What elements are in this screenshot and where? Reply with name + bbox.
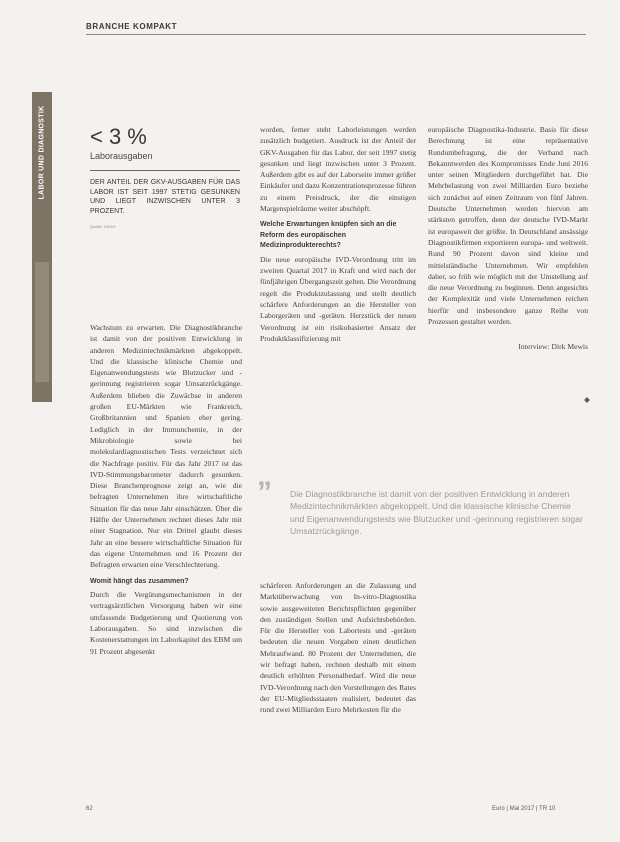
end-mark (584, 397, 590, 403)
interview-credit: Interview: Dirk Mewis (518, 342, 588, 352)
quote-mark-icon: ” (257, 476, 272, 509)
stat-source: Quelle: VDGH (90, 223, 116, 229)
category-sidebar (32, 92, 52, 402)
sidebar-decoration (35, 262, 49, 382)
stat-value: < 3 % (90, 124, 147, 149)
column-4 (260, 580, 416, 716)
sidebar-label: LABOR UND DIAGNOSTIK (38, 105, 46, 199)
stat-box (90, 125, 240, 232)
stat-label: Laborausgaben (90, 151, 153, 161)
column-2-paragraph-2: Die neue europäische IVD-Verordnung tritt im zweiten Quartal 2017 in Kraft und wird nach der fünfjährigen Übergangszeit gelten. Die Verordnung regelt die Produktzulassung und stellt deutlich schärfere Anforderungen an die Hersteller von Laborgeräten und -geräten. Herzstück der neuen Verordnung ist ein risikobasierter Ansatz der Produktklassifizierung mit (260, 254, 416, 343)
section-header (86, 16, 586, 35)
section-title: BRANCHE KOMPAKT (86, 22, 178, 31)
stat-divider (90, 170, 240, 171)
column-2 (260, 124, 416, 344)
column-2-subheading: Welche Erwartungen knüpfen sich an die Reform des europäischen Medizinprodukterechts? (260, 221, 397, 250)
sidebar-label-box (32, 92, 52, 212)
column-4-paragraph-1: schärferen Anforderungen an die Zulassung und Marktüberwachung von In-vitro-Diagnostika sowie ausgeweiteten Berichtspflichten gegenüber den zuständigen Stellen und Aufsichtsbehörden. Für die Hersteller von Labortests und -geräten bedeuten die neuen Vorgaben einen deutlichen Mehraufwand. 80 Prozent der Unternehmen, die wir befragt haben, rechnen deshalb mit einem deutlich erhöhten Personalbedarf. Wird die neue IVD-Verordnung nach den Vorstellungen des Rates der EU-Mitgliedsstaaten realisiert, bedeutet das rund zwei Milliarden Euro Mehrkosten für die (260, 581, 416, 715)
column-2-paragraph-1: worden, ferner steht Laborleistungen werden zusätzlich budgetiert. Ausdruck ist der Anteil der GKV-Ausgaben für das Labor, der seit 1997 stetig gesunken und liegt inzwischen unter 3 Prozent. Außerdem gibt es auf der Laborseite immer größer Einkäufer und dazu Konzentrationsprozesse führen zu einem Preisdruck, der die einstigen Margenspielräume weiter abschöpft. (260, 125, 416, 214)
column-1-paragraph-2: Durch die Vergütungsmechanismen in der vertragsärztlichen Versorgung haben wir eine umfassende Budgetierung und Quotierung von Laborausgaben. So sind inzwischen die Kostenerstattungen im Laborkapitel des EBM um 91 Prozent abgesenkt (90, 590, 242, 656)
stat-statement: DER ANTEIL DER GKV-AUSGABEN FÜR DAS LABOR IST SEIT 1997 STETIG GESUNKEN UND LIEGT INZWISCHEN UNTER 3 PROZENT. (90, 179, 240, 216)
page-number: 62 (86, 806, 93, 812)
column-3-paragraph-1: europäische Diagnostika-Industrie. Basis für diese Berechnung ist eine repräsentative Rundumbefragung, die der Verband nach Bekanntwerden des Kompromisses Ende Juni 2016 unter seinen Mitgliedern durchgeführt hat. Die Mehrbelastung von zwei Milliarden Euro beziehe sich zunächst auf einen Zeitraum von fünf Jahren. Deutsche Unternehmen werden hiervon am stärksten getroffen, denn der deutsche IVD-Markt ist europaweit der größte. In Deutschland ansässige Diagnostikfirmen exportieren europa- und weltweit. Rund 90 Prozent davon sind kleine und mittelständische Unternehmen. Wir empfehlen daher, so früh wie möglich mit der Umstellung auf die neue Verordnung zu beginnen. Denn angesichts der Komplexität und viele Unternehmen reichen hierfür und insbesondere ganze Reihe von Prozessen gestaltet werden. (428, 125, 588, 327)
column-1 (90, 322, 242, 657)
issue-info: Euro | Mai 2017 | TR 10 (492, 806, 556, 812)
column-3 (428, 124, 588, 353)
column-1-paragraph-1: Wachstum zu erwarten. Die Diagnostikbranche ist damit von der positiven Entwicklung in anderen Medizintechnikmärkten abgekoppelt. Und die klassische klinische Chemie und Eigenanwendungstests wie Blutzucker und -gerinnung registrieren sogar Umsatzrückgänge. Außerdem blieben die Zuwächse in anderen großen EU-Märkten wie Frankreich, Großbritannien und Spanien eher gering. Lediglich in der Immunchemie, in der Mikrobiologie sowie bei molekulardiagnostischen Tests verzeichnet sich die Nachfrage positiv. Für das Jahr 2017 ist das IVD-Stimmungsbarometer dadurch gesunken. Diese Branchenprognose zeigt an, wie die befragten Unternehmen ihre wirtschaftliche Situation für das neue Jahr einschätzen. Über die Hälfte der Unternehmen rechnet dieses Jahr mit einer Stagnation. Nur ein Drittel glaubt dieses Jahr an eine bessere wirtschaftliche Situation für das eigene Unternehmen und 16 Prozent der Befragten erwarten eine Verschlechterung. (90, 323, 242, 570)
column-1-subheading: Womit hängt das zusammen? (90, 577, 189, 585)
pull-quote: Die Diagnostikbranche ist damit von der positiven Entwicklung in anderen Medizintechnikmärkten abgekoppelt. Und die klassische klinische Chemie und Eigenanwendungstests wie Blutzucker und -gerinnung registrieren sogar Umsatzrückgänge. (290, 489, 583, 537)
